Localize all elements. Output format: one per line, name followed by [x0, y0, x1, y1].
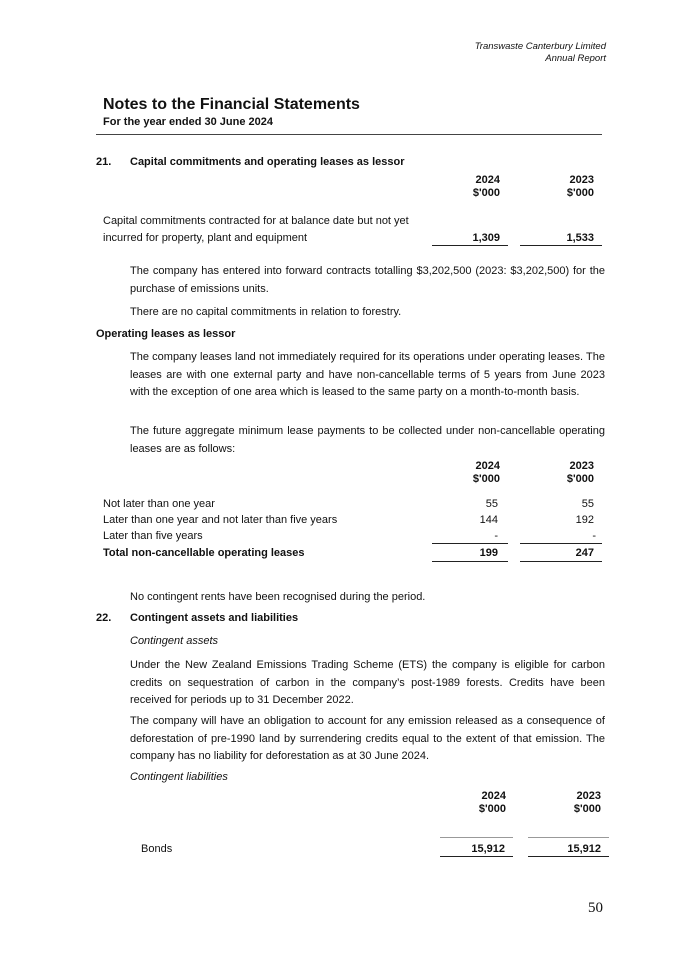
col-header-2024: 2024 [475, 174, 500, 186]
para-obligation: The company will have an obligation to account for any emission released as a consequence of deforestation of pre-1990 land by surrendering credits equal to the extent of that emission. The company has no liability for deforestation as at 30 June 2024. [130, 715, 605, 762]
lease-row-2024: 55 [485, 498, 498, 510]
lease-col-header-2023: 2023 [569, 460, 594, 472]
commitment-label-line1: Capital commitments contracted for at balance date but not yet [103, 215, 409, 227]
para-contingent-rents: No contingent rents have been recognised during the period. [130, 591, 426, 603]
lease-row-label: Later than one year and not later than five years [103, 514, 338, 526]
para-future-payments: The future aggregate minimum lease payments to be collected under non-cancellable operating leases are as follows: [130, 425, 605, 455]
commitment-2024: 1,309 [472, 232, 500, 244]
liab-col-header-2024: 2024 [481, 790, 506, 802]
para-forestry: There are no capital commitments in relation to forestry. [130, 306, 402, 318]
col-unit-2023: $'000 [566, 187, 594, 199]
contingent-assets-heading: Contingent assets [130, 635, 219, 647]
liab-col-unit-2023: $'000 [573, 803, 601, 815]
liab-col-header-2023: 2023 [576, 790, 601, 802]
lease-row-2023: 55 [581, 498, 594, 510]
note-22-heading: Contingent assets and liabilities [130, 612, 299, 624]
liab-col-unit-2024: $'000 [478, 803, 506, 815]
bonds-2023: 15,912 [567, 843, 601, 855]
note-21-number: 21. [96, 156, 112, 168]
commitment-underline-2023 [520, 245, 602, 246]
lease-row-2023: 192 [575, 514, 594, 526]
leases-heading: Operating leases as lessor [96, 328, 236, 340]
bonds-label: Bonds [141, 843, 173, 855]
lease-total-line-2024 [432, 561, 508, 562]
lease-row-2024: 144 [479, 514, 498, 526]
lease-col-unit-2024: $'000 [472, 473, 500, 485]
bonds-underline-2024 [440, 856, 513, 857]
commitment-2023: 1,533 [566, 232, 594, 244]
lease-row-2024: - [494, 530, 498, 542]
lease-row-label: Later than five years [103, 530, 203, 542]
lease-total-label: Total non-cancellable operating leases [103, 547, 305, 559]
page-subtitle: For the year ended 30 June 2024 [103, 116, 273, 128]
bonds-underline-2023 [528, 856, 609, 857]
lease-total-2024: 199 [479, 547, 498, 559]
note-22-number: 22. [96, 612, 112, 624]
bonds-2024: 15,912 [471, 843, 505, 855]
page-number: 50 [588, 900, 603, 916]
lease-row-label: Not later than one year [103, 498, 215, 510]
lease-row-2023: - [592, 530, 596, 542]
bonds-top-line-2024 [440, 837, 513, 838]
contingent-liabilities-heading: Contingent liabilities [130, 771, 228, 783]
header-rule [96, 134, 602, 135]
company-name: Transwaste Canterbury Limited [474, 41, 606, 52]
lease-subtotal-line-2023 [520, 543, 602, 544]
note-21-heading: Capital commitments and operating leases as lessor [130, 156, 405, 168]
report-name: Annual Report [545, 53, 606, 64]
lease-subtotal-line-2024 [432, 543, 508, 544]
commitment-underline-2024 [432, 245, 508, 246]
page-title: Notes to the Financial Statements [103, 96, 360, 113]
lease-col-header-2024: 2024 [475, 460, 500, 472]
para-ets: Under the New Zealand Emissions Trading Scheme (ETS) the company is eligible for carbon credits on sequestration of carbon in the company’s post-1989 forests. Credits have been received for periods up to 31 December 2022. [130, 659, 605, 706]
para-forward-contracts: The company has entered into forward contracts totalling $3,202,500 (2023: $3,202,500) for the purchase of emissions units. [130, 265, 605, 295]
commitment-label-line2: incurred for property, plant and equipment [103, 232, 308, 244]
bonds-top-line-2023 [528, 837, 609, 838]
lease-total-line-2023 [520, 561, 602, 562]
col-header-2023: 2023 [569, 174, 594, 186]
para-leases: The company leases land not immediately required for its operations under operating leases. The leases are with one external party and have non-cancellable terms of 5 years from June 2023 with the exception of one area which is leased to the same party on a month-to-month basis. [130, 351, 605, 398]
col-unit-2024: $'000 [472, 187, 500, 199]
lease-col-unit-2023: $'000 [566, 473, 594, 485]
lease-total-2023: 247 [575, 547, 594, 559]
